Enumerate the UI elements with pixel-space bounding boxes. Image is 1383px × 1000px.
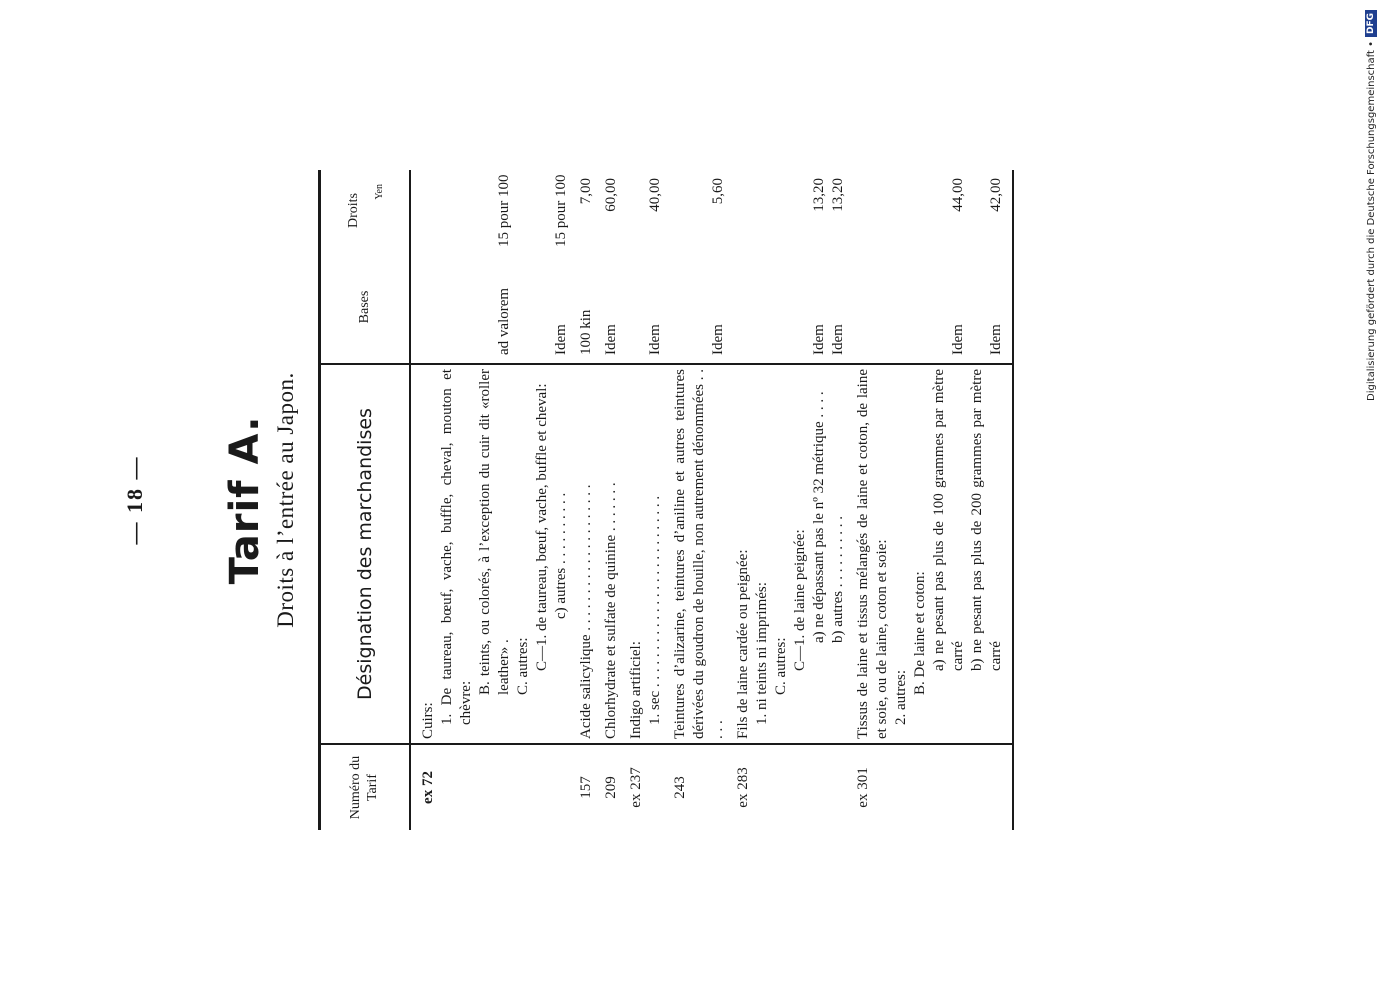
- row-number: [646, 744, 665, 830]
- row-number: [533, 744, 552, 830]
- table-row: [728, 170, 753, 830]
- row-duty: [728, 170, 753, 251]
- row-duty: 44,00: [950, 178, 966, 212]
- row-duty: 40,00: [647, 178, 663, 212]
- row-base: Idem: [553, 324, 569, 355]
- row-duty: 5,60: [710, 178, 726, 205]
- row-designation: C. autres:: [514, 364, 533, 744]
- row-number: [476, 744, 514, 830]
- row-number: ex 301: [855, 767, 871, 808]
- row-number: ex 237: [628, 767, 644, 808]
- row-number: 157: [578, 776, 594, 799]
- digitization-credit: [1360, 10, 1382, 401]
- row-number: ex 72: [420, 771, 436, 804]
- row-base: [410, 251, 438, 364]
- header-designation: Désignation des marchandises: [320, 364, 411, 744]
- table-row: [892, 170, 911, 830]
- table-row: [665, 170, 728, 830]
- row-base: Idem: [603, 324, 619, 355]
- row-base: [911, 251, 930, 364]
- table-row: [476, 170, 514, 830]
- row-number: [552, 744, 571, 830]
- row-duty: [621, 170, 646, 251]
- row-number: [810, 744, 829, 830]
- table-row: [968, 170, 1013, 830]
- row-duty: 13,20: [830, 178, 846, 212]
- row-designation: b) autres . . . . . . . . . .: [829, 364, 848, 744]
- row-designation: B. teints, ou colorés, à l’exception du cuir dit «roller leather» .: [476, 364, 514, 744]
- header-bases: Bases: [320, 251, 411, 364]
- row-base: Idem: [647, 324, 663, 355]
- table-row: [810, 170, 829, 830]
- table-row: [514, 170, 533, 830]
- row-base: Idem: [968, 251, 1013, 364]
- table-row: [911, 170, 930, 830]
- header-droits: [320, 170, 411, 251]
- digitization-credit-text-wrap: [1360, 10, 1382, 401]
- row-base: ad valorem: [496, 287, 512, 355]
- page-subtitle: Droits à l’entrée au Japon.: [273, 372, 298, 628]
- row-designation: Indigo artificiel:: [621, 364, 646, 744]
- row-base: [892, 251, 911, 364]
- row-number: [968, 744, 1013, 830]
- row-duty: [791, 170, 810, 251]
- row-designation: Teintures d’alizarine, teintures d’aniline et autres teintures dérivées du goudron de houille, non autrement dénommées . . . . .: [665, 364, 728, 744]
- row-designation: Tissus de laine et tissus mélangés de laine et coton, de laine et soie, ou de laine, coton et soie:: [848, 364, 892, 744]
- table-row: [438, 170, 476, 830]
- row-duty: [533, 170, 552, 251]
- row-designation: b) ne pesant pas plus de 200 grammes par mètre carré: [968, 364, 1013, 744]
- row-designation: Chlorhydrate et sulfate de quinine . . . . . . .: [596, 364, 621, 744]
- row-duty: [753, 170, 772, 251]
- row-designation: C—1. de laine peignée:: [791, 364, 810, 744]
- row-designation: Acide salicylique . . . . . . . . . . . . . . . . . . . .: [571, 364, 596, 744]
- row-designation: a) ne dépassant pas le nº 32 métrique . . . .: [810, 364, 829, 744]
- row-base: Idem: [830, 324, 846, 355]
- digitization-credit-text: Digitalisierung gefördert durch die Deutsche Forschungsgemeinschaft •: [1365, 41, 1377, 401]
- row-base: [621, 251, 646, 364]
- row-number: 243: [672, 776, 688, 799]
- row-duty: [514, 170, 533, 251]
- row-duty: [848, 170, 892, 251]
- row-designation: 1. ni teints ni imprimés:: [753, 364, 772, 744]
- table-row: [571, 170, 596, 830]
- row-duty: 60,00: [603, 178, 619, 212]
- table-row: [410, 170, 438, 830]
- table-row: [772, 170, 791, 830]
- tariff-table: [318, 170, 1014, 830]
- row-duty: 15 pour 100: [496, 174, 512, 247]
- row-number: ex 283: [735, 767, 751, 808]
- row-number: [829, 744, 848, 830]
- row-base: [438, 251, 476, 364]
- row-number: [772, 744, 791, 830]
- row-number: [514, 744, 533, 830]
- row-duty: [911, 170, 930, 251]
- row-number: [892, 744, 911, 830]
- row-number: [438, 744, 476, 830]
- row-base: [791, 251, 810, 364]
- row-designation: Fils de laine cardée ou peignée:: [728, 364, 753, 744]
- row-base: [514, 251, 533, 364]
- header-unit: Yen: [373, 184, 385, 200]
- row-base: [533, 251, 552, 364]
- row-duty: 42,00: [968, 170, 1013, 251]
- row-duty: [410, 170, 438, 251]
- table-row: [753, 170, 772, 830]
- row-base: [728, 251, 753, 364]
- table-row: [930, 170, 968, 830]
- row-base: [772, 251, 791, 364]
- row-duty: 15 pour 100: [553, 174, 569, 247]
- page-number: — 18 —: [122, 455, 147, 545]
- row-designation: C. autres:: [772, 364, 791, 744]
- table-row: [829, 170, 848, 830]
- row-duty: [772, 170, 791, 251]
- row-base: [753, 251, 772, 364]
- dfg-logo: DFG: [1365, 10, 1377, 37]
- table-row: [791, 170, 810, 830]
- row-base: Idem: [811, 324, 827, 355]
- row-base: Idem: [950, 324, 966, 355]
- row-designation: C—1. de taureau, bœuf, vache, buffle et cheval:: [533, 364, 552, 744]
- table-row: [596, 170, 621, 830]
- header-numero: Numéro du Tarif: [320, 744, 411, 830]
- row-duty: [438, 170, 476, 251]
- row-number: [911, 744, 930, 830]
- scanned-page: [122, 140, 1200, 860]
- table-row: [533, 170, 552, 830]
- row-base: Idem: [710, 324, 726, 355]
- row-designation: Cuirs:: [410, 364, 438, 744]
- table-header-row: [320, 170, 411, 830]
- header-droits-label: Droits: [345, 193, 361, 228]
- table-row: [848, 170, 892, 830]
- row-designation: a) ne pesant pas plus de 100 grammes par mètre carré: [930, 364, 968, 744]
- table-row: [621, 170, 646, 830]
- row-designation: c) autres . . . . . . . . . .: [552, 364, 571, 744]
- row-number: 209: [603, 776, 619, 799]
- table-row: [552, 170, 571, 830]
- row-designation: 1. De taureau, bœuf, vache, buffle, cheval, mouton et chèvre:: [438, 364, 476, 744]
- row-designation: B. De laine et coton:: [911, 364, 930, 744]
- row-designation: 2. autres:: [892, 364, 911, 744]
- row-base: 100 kin: [578, 309, 594, 355]
- row-number: [930, 744, 968, 830]
- page-title: Tarif A.: [222, 415, 268, 585]
- table-row: [646, 170, 665, 830]
- row-number: [791, 744, 810, 830]
- row-duty: [892, 170, 911, 251]
- row-base: [848, 251, 892, 364]
- row-duty: 7,00: [578, 178, 594, 205]
- row-number: [753, 744, 772, 830]
- row-duty: 13,20: [811, 178, 827, 212]
- row-designation: 1. sec . . . . . . . . . . . . . . . . . . . . . . . . . .: [646, 364, 665, 744]
